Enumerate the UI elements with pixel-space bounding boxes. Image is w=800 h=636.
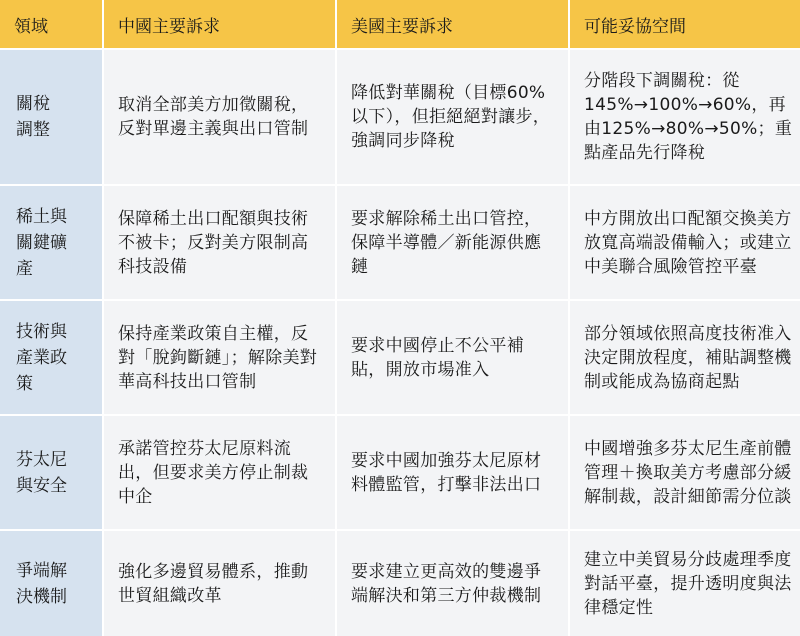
header-compromise: 可能妥協空間 bbox=[570, 0, 800, 48]
cell-compromise: 中方開放出口配額交換美方放寬高端設備輸入；或建立中美聯合風險管控平臺 bbox=[570, 186, 800, 299]
cell-us: 要求中國停止不公平補貼，開放市場准入 bbox=[337, 301, 568, 414]
cell-compromise: 分階段下調關稅：從145%→100%→60%，再由125%→80%→50%；重點產品先行降稅 bbox=[570, 50, 800, 184]
cell-compromise: 部分領域依照高度技術准入決定開放程度，補貼調整機制或能成為協商起點 bbox=[570, 301, 800, 414]
cell-compromise: 建立中美貿易分歧處理季度對話平臺，提升透明度與法律穩定性 bbox=[570, 531, 800, 636]
cell-china: 強化多邊貿易體系，推動世貿組織改革 bbox=[104, 531, 335, 636]
cell-us: 降低對華關稅（目標60%以下），但拒絕絕對讓步，強調同步降稅 bbox=[337, 50, 568, 184]
cell-china: 取消全部美方加徵關稅，反對單邊主義與出口管制 bbox=[104, 50, 335, 184]
cell-compromise: 中國增強多芬太尼生產前體管理＋換取美方考慮部分緩解制裁，設計細節需分位談 bbox=[570, 416, 800, 529]
row-area: 技術與產業政策 bbox=[0, 301, 102, 414]
cell-us: 要求建立更高效的雙邊爭端解決和第三方仲裁機制 bbox=[337, 531, 568, 636]
cell-us: 要求解除稀土出口管控，保障半導體／新能源供應鏈 bbox=[337, 186, 568, 299]
cell-china: 承諾管控芬太尼原料流出，但要求美方停止制裁中企 bbox=[104, 416, 335, 529]
row-area: 稀土與關鍵礦產 bbox=[0, 186, 102, 299]
header-us-demands: 美國主要訴求 bbox=[337, 0, 568, 48]
header-area: 領域 bbox=[0, 0, 102, 48]
header-china-demands: 中國主要訴求 bbox=[104, 0, 335, 48]
cell-china: 保障稀土出口配額與技術不被卡；反對美方限制高科技設備 bbox=[104, 186, 335, 299]
cell-china: 保持產業政策自主權，反對「脫鉤斷鏈」；解除美對華高科技出口管制 bbox=[104, 301, 335, 414]
row-area: 芬太尼與安全 bbox=[0, 416, 102, 529]
row-area: 爭端解決機制 bbox=[0, 531, 102, 636]
cell-us: 要求中國加強芬太尼原材料體監管，打擊非法出口 bbox=[337, 416, 568, 529]
row-area: 關稅調整 bbox=[0, 50, 102, 184]
